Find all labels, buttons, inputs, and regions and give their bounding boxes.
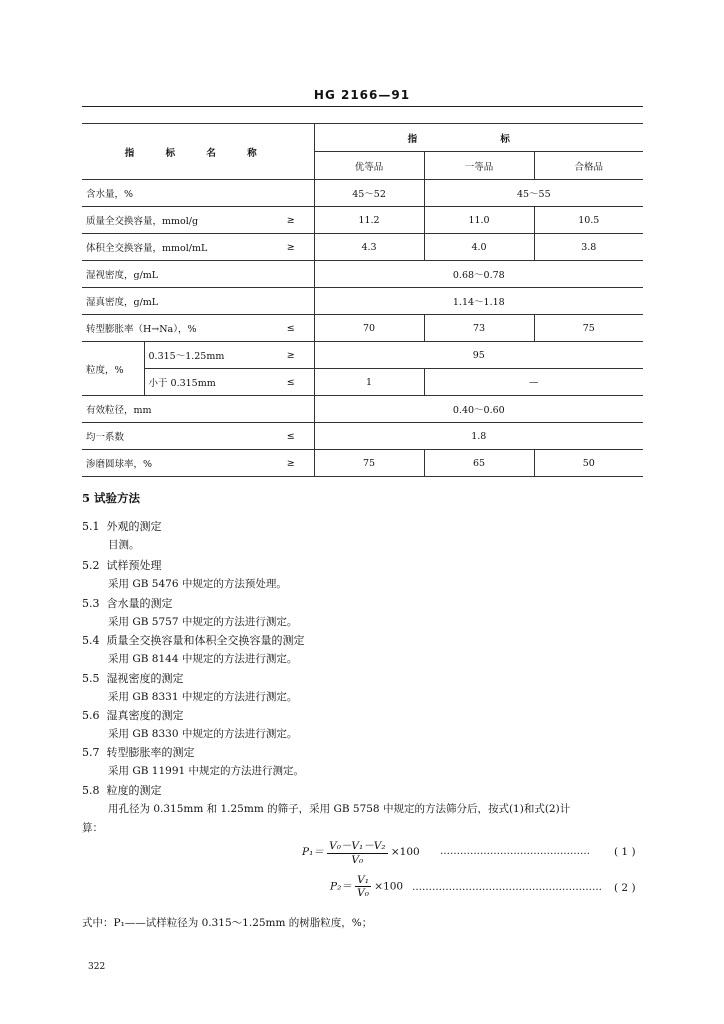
row-comparator: ≥ (268, 450, 314, 477)
table-row (82, 396, 643, 423)
row-comparator: ≤ (268, 315, 314, 342)
subsection-body: 采用 GB 8330 中规定的方法进行测定。 (108, 728, 298, 740)
row-comparator (268, 396, 314, 423)
row-comparator: ≥ (268, 207, 314, 234)
subsection-heading: 5.7 转型膨胀率的测定 (82, 746, 195, 759)
row-name: 均一系数 (82, 423, 268, 450)
subsection-heading: 5.8 粒度的测定 (82, 784, 162, 797)
formula-1: P₁＝ $\frac{\text{V₀－V₁－V₂}}{\text{V₀}}$ ×100 (302, 840, 420, 866)
formula-where-line: 式中：P₁——试样粒径为 0.315～1.25mm 的树脂粒度，%； (82, 917, 373, 929)
row-comparator: ≥ (268, 342, 314, 369)
row-name: 渗磨圆球率，% (82, 450, 268, 477)
leader-dots: ……………………………………… (440, 846, 590, 857)
row-value: 4.3 (314, 234, 424, 261)
table-row (82, 423, 643, 450)
subsection-body: 目测。 (108, 539, 140, 551)
subsection-body: 采用 GB 8144 中规定的方法进行测定。 (108, 653, 298, 665)
table-row (82, 288, 643, 315)
row-value: 73 (424, 315, 534, 342)
grade-first: 一等品 (424, 152, 534, 180)
granularity-row-2 (82, 369, 643, 396)
row-value: — (424, 369, 643, 396)
row-value: 95 (314, 342, 643, 369)
row-value: 1 (314, 369, 424, 396)
row-name: 湿真密度，g/mL (82, 288, 268, 315)
row-value: 1.14～1.18 (314, 288, 643, 315)
row-value: 4.0 (424, 234, 534, 261)
granularity-name: 粒度，% (82, 342, 144, 396)
subsection-heading: 5.2 试样预处理 (82, 559, 162, 572)
subsection-body: 采用 GB 5757 中规定的方法进行测定。 (108, 616, 298, 628)
row-value: 3.8 (534, 234, 643, 261)
row-value: 0.68～0.78 (314, 261, 643, 288)
table-header-row (82, 124, 643, 152)
table-row (82, 180, 643, 207)
row-value: 0.40～0.60 (314, 396, 643, 423)
subsection-heading: 5.3 含水量的测定 (82, 597, 173, 610)
formula-1-numerator: V₀－V₁－V₂ (329, 840, 386, 852)
table-row (82, 261, 643, 288)
formula-1-denominator: V₀ (351, 854, 364, 866)
leader-dots: ………………………………………………… (412, 882, 602, 893)
grade-qualified: 合格品 (534, 152, 643, 180)
equation-number-2: ( 2 ) (614, 882, 636, 894)
row-comparator: ≤ (268, 423, 314, 450)
row-value: 10.5 (534, 207, 643, 234)
section-title: 5 试验方法 (82, 491, 141, 505)
row-value: 75 (314, 450, 424, 477)
granularity-row-1 (82, 342, 643, 369)
page-number: 322 (88, 962, 106, 972)
row-name: 体积全交换容量，mmol/mL (82, 234, 268, 261)
column-header-index: 指 标 (314, 124, 643, 152)
subsection-heading: 5.4 质量全交换容量和体积全交换容量的测定 (82, 634, 305, 647)
row-name: 质量全交换容量，mmol/g (82, 207, 268, 234)
row-name: 湿视密度，g/mL (82, 261, 268, 288)
table-row (82, 450, 643, 477)
row-value: 11.2 (314, 207, 424, 234)
row-value: 45～52 (314, 180, 424, 207)
row-value: 70 (314, 315, 424, 342)
row-value: 1.8 (314, 423, 643, 450)
row-comparator: ≤ (268, 369, 314, 396)
equation-number-1: ( 1 ) (614, 846, 636, 858)
column-header-name: 指 标 名 称 (82, 124, 314, 180)
specification-table (82, 123, 643, 477)
row-comparator (268, 261, 314, 288)
row-name: 转型膨胀率（H→Na），% (82, 315, 268, 342)
subsection-heading: 5.1 外观的测定 (82, 520, 162, 533)
table-row (82, 234, 643, 261)
row-comparator (268, 180, 314, 207)
subsection-body: 采用 GB 8331 中规定的方法进行测定。 (108, 691, 298, 703)
row-comparator: ≥ (268, 234, 314, 261)
row-value: 75 (534, 315, 643, 342)
formula-2-denominator: V₀ (357, 887, 369, 899)
formula-2: P₂＝ $\frac{\text{V₁}}{\text{V₀}}$ ×100 (330, 874, 404, 899)
standard-code: HG 2166—91 (313, 88, 411, 102)
table-row (82, 315, 643, 342)
granularity-sub-label: 0.315～1.25mm (144, 342, 268, 369)
row-value: 65 (424, 450, 534, 477)
subsection-body: 采用 GB 11991 中规定的方法进行测定。 (108, 765, 305, 777)
row-value: 50 (534, 450, 643, 477)
granularity-sub-label: 小于 0.315mm (144, 369, 268, 396)
row-comparator (268, 288, 314, 315)
grade-premium: 优等品 (314, 152, 424, 180)
header-rule (82, 106, 643, 107)
row-name: 含水量，% (82, 180, 268, 207)
formula-2-numerator: V₁ (357, 874, 369, 886)
row-value: 45～55 (424, 180, 643, 207)
row-name: 有效粒径，mm (82, 396, 268, 423)
row-value: 11.0 (424, 207, 534, 234)
paragraph-5-8-continued: 算： (82, 822, 103, 834)
paragraph-5-8: 用孔径为 0.315mm 和 1.25mm 的筛子，采用 GB 5758 中规定的方法筛分后，按式(1)和式(2)计 (108, 803, 571, 815)
subsection-heading: 5.6 湿真密度的测定 (82, 709, 184, 722)
subsection-heading: 5.5 湿视密度的测定 (82, 672, 184, 685)
subsection-body: 采用 GB 5476 中规定的方法预处理。 (108, 578, 287, 590)
table-row (82, 207, 643, 234)
